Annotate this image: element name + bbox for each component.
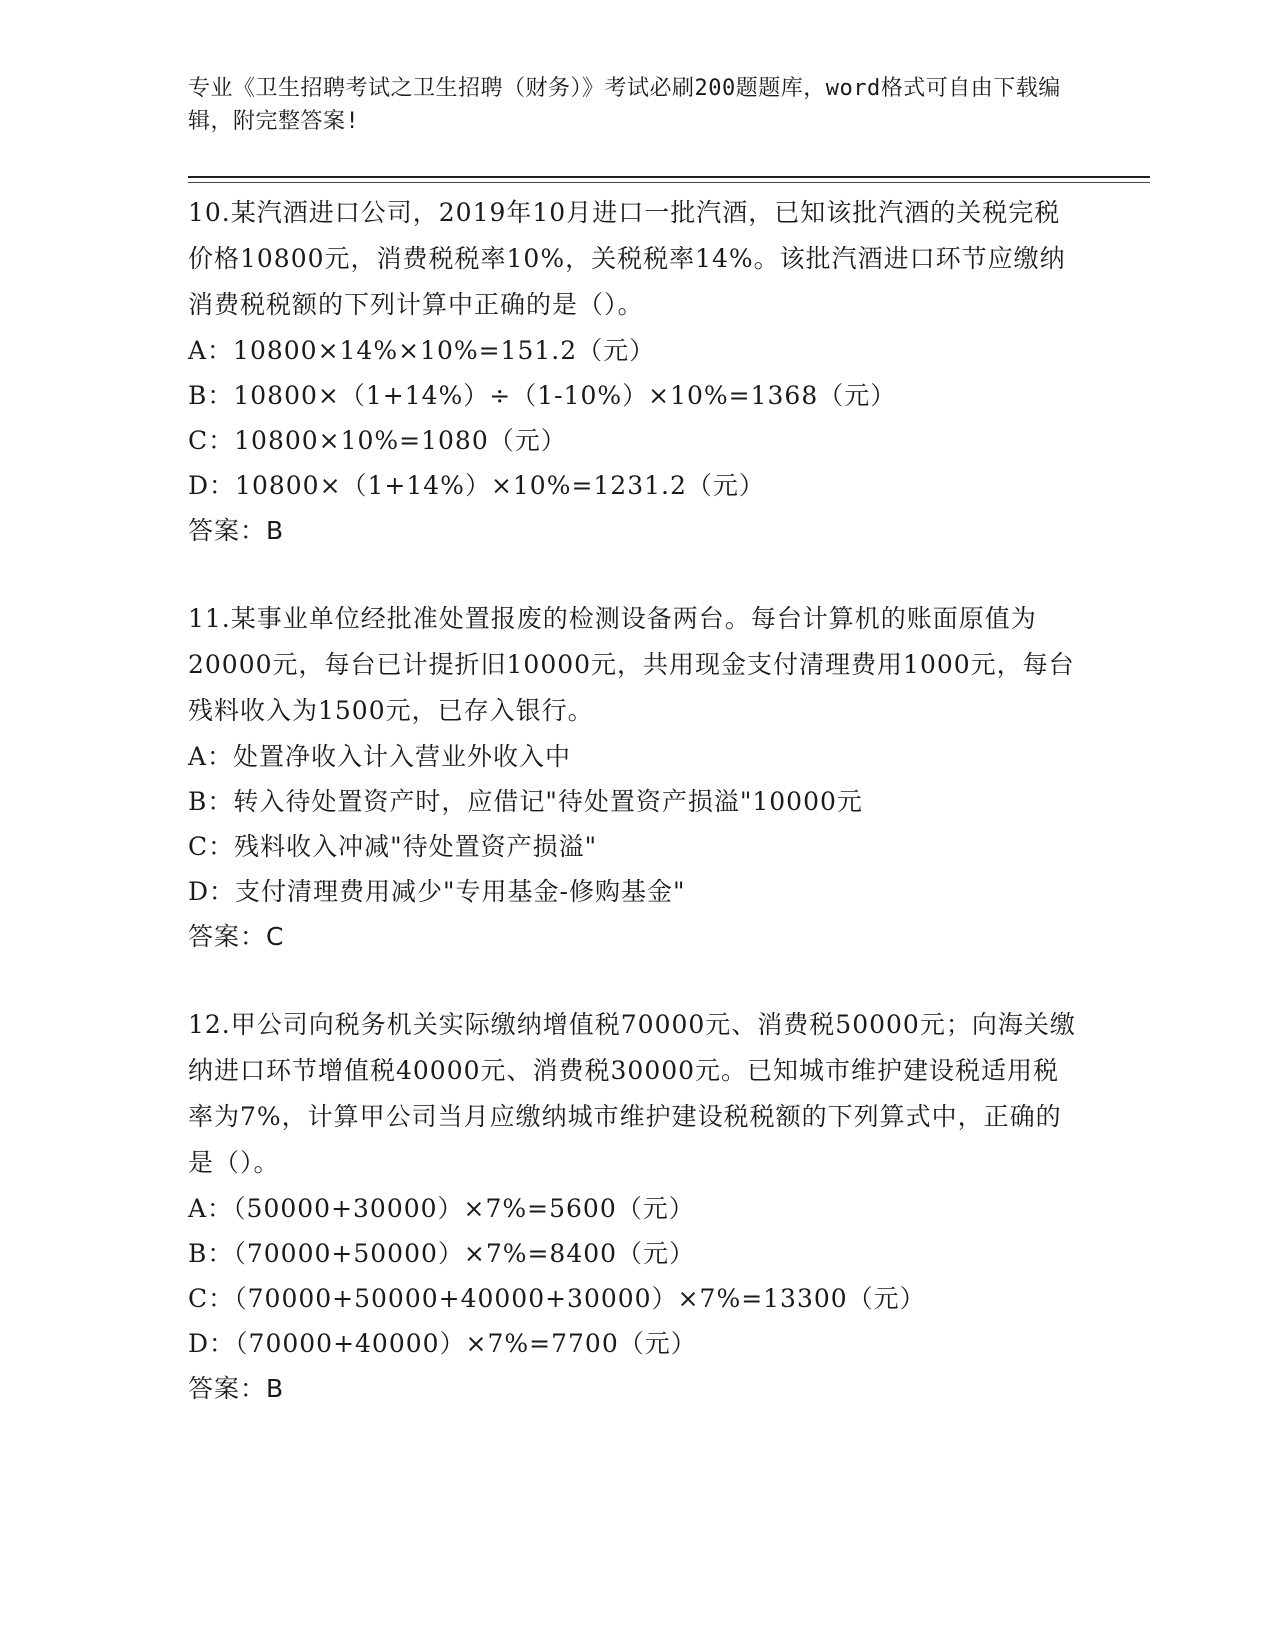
question-stem: 12.甲公司向税务机关实际缴纳增值税70000元、消费税50000元；向海关缴纳进口环节增值税40000元、消费税30000元。已知城市维护建设税适用税率为7%，计算甲公司当月应缴纳城市维护建设税税额的下列算式中，正确的是（）。 bbox=[188, 1010, 1076, 1177]
option-b: B：转入待处置资产时，应借记"待处置资产损溢"10000元 bbox=[188, 787, 863, 816]
question-stem: 11.某事业单位经批准处置报废的检测设备两台。每台计算机的账面原值为20000元，每台已计提折旧10000元，共用现金支付清理费用1000元，每台残料收入为1500元，已存入银行。 bbox=[188, 604, 1075, 725]
option-b: B：10800×（1+14%）÷（1-10%）×10%=1368（元） bbox=[188, 381, 897, 410]
question-10 bbox=[188, 190, 1078, 554]
option-d: D：10800×（1+14%）×10%=1231.2（元） bbox=[188, 471, 765, 500]
header-rule-thick bbox=[188, 176, 1150, 178]
question-12 bbox=[188, 1002, 1078, 1412]
question-11 bbox=[188, 596, 1078, 960]
option-a: A：（50000+30000）×7%=5600（元） bbox=[188, 1194, 695, 1223]
question-list bbox=[188, 190, 1078, 1412]
option-a: A：处置净收入计入营业外收入中 bbox=[188, 742, 572, 771]
question-stem: 10.某汽酒进口公司，2019年10月进口一批汽酒，已知该批汽酒的关税完税价格10800元，消费税税率10%，关税税率14%。该批汽酒进口环节应缴纳消费税税额的下列计算中正确的是（）。 bbox=[188, 198, 1066, 319]
option-c: C：残料收入冲减"待处置资产损溢" bbox=[188, 832, 598, 861]
document-header bbox=[188, 72, 1068, 138]
question-spacer bbox=[188, 554, 1078, 596]
option-b: B：（70000+50000）×7%=8400（元） bbox=[188, 1239, 696, 1268]
answer-line: 答案：C bbox=[188, 922, 285, 951]
option-a: A：10800×14%×10%=151.2（元） bbox=[188, 336, 656, 365]
answer-line: 答案：B bbox=[188, 516, 285, 545]
option-c: C：（70000+50000+40000+30000）×7%=13300（元） bbox=[188, 1284, 926, 1313]
answer-line: 答案：B bbox=[188, 1374, 285, 1403]
option-c: C：10800×10%=1080（元） bbox=[188, 426, 567, 455]
header-text: 专业《卫生招聘考试之卫生招聘（财务）》考试必刷200题题库，word格式可自由下载编辑，附完整答案! bbox=[188, 76, 1061, 134]
question-spacer bbox=[188, 960, 1078, 1002]
option-d: D：（70000+40000）×7%=7700（元） bbox=[188, 1329, 697, 1358]
header-rule-thin bbox=[188, 182, 1150, 183]
option-d: D：支付清理费用减少"专用基金-修购基金" bbox=[188, 877, 686, 906]
